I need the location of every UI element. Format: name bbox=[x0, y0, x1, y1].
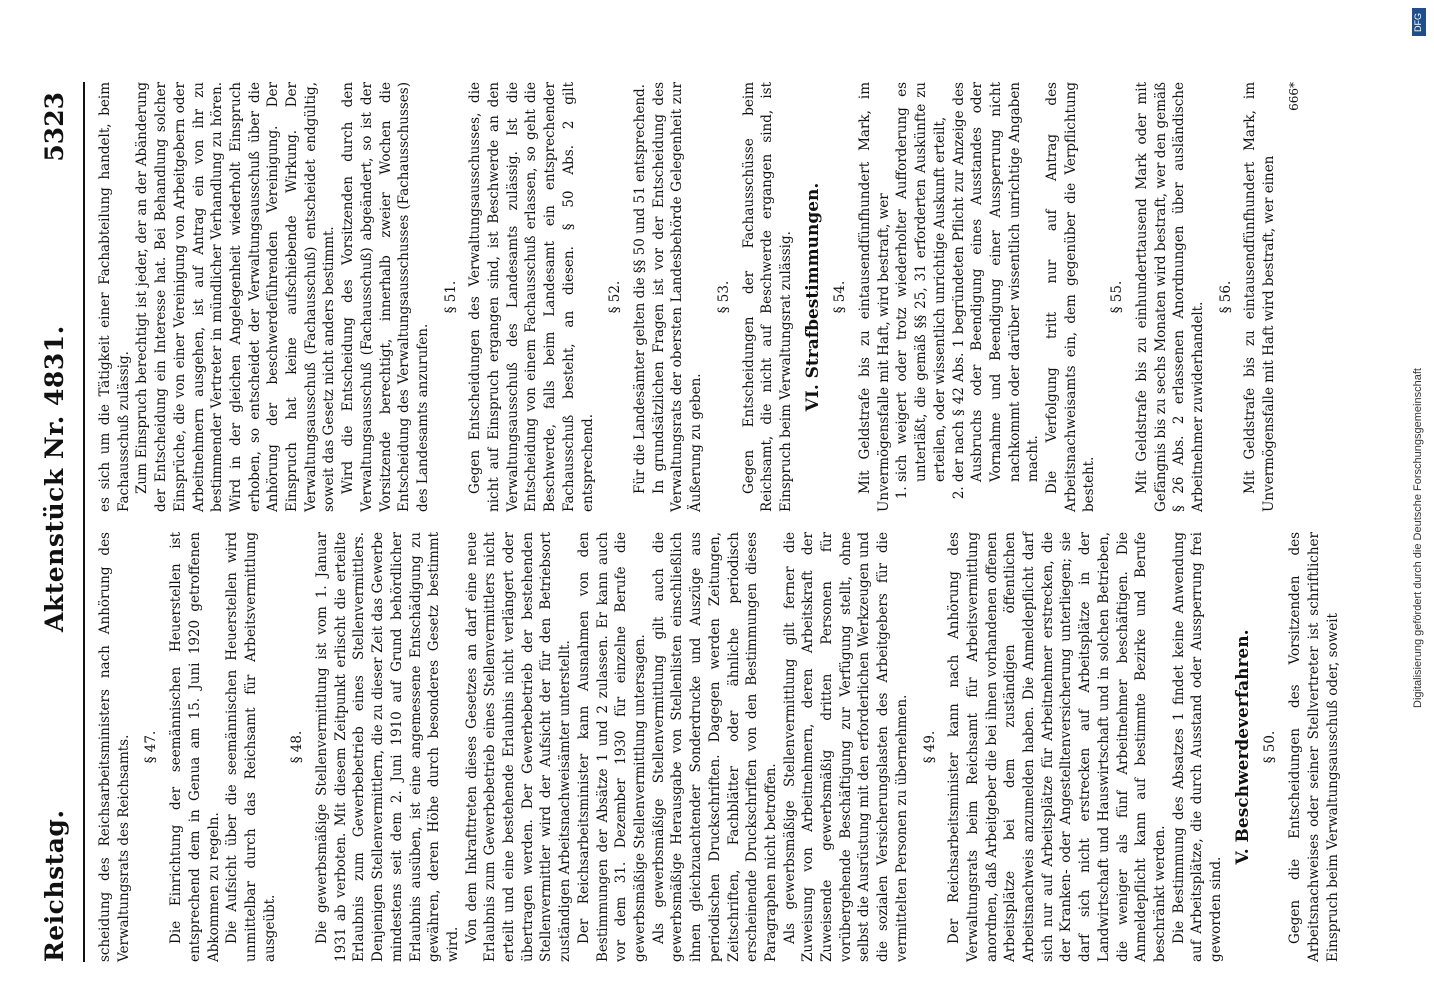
paragraph: Die gewerbsmäßige Stellenvermittlung ist vom 1. Januar 1931 ab verboten. Mit diesem Zeitpunkt erlischt die erteilte Erlaubnis zum Gewerbebetrieb eines Stellenvermittlers. Denjenigen Stellenvermittlern, die zu dieser Zeit das Gewerbe mindestens seit dem 2. Juni 1910 auf Grund behördlicher Erlaubnis ausüben, ist eine angemessene Entschädigung zu gewähren, deren Höhe durch besonderes Gesetz bestimmt wird. bbox=[314, 532, 461, 962]
paragraph: Mit Geldstrafe bis zu eintausendfünfhundert Mark, im Unvermögensfalle mit Haft, wird bestraft, wer bbox=[857, 82, 892, 512]
paragraph: Mit Geldstrafe bis zu eintausendfünfhundert Mark, im Unvermögensfalle mit Haft wird bestraft, wer einen bbox=[1242, 82, 1278, 512]
dfg-logo-text: DFG bbox=[1413, 13, 1423, 32]
digitization-credit bbox=[1412, 8, 1428, 998]
section-number: § 48. bbox=[289, 730, 306, 764]
paragraph: Die Einrichtung der seemännischen Heuerstellen ist entsprechend dem in Genua am 15. Juni 1920 getroffenen Abkommen zu regeln. bbox=[168, 532, 222, 962]
right-column bbox=[96, 82, 1303, 512]
page-number: 5323 bbox=[40, 92, 69, 162]
section-number: § 47. bbox=[143, 730, 160, 764]
header-left: Reichstag. bbox=[40, 809, 69, 962]
paragraph: Als gewerbsmäßige Stellenvermittlung gilt auch die gewerbsmäßige Herausgabe von Stellenlisten einschließlich ihnen gleichzuachtender Sonderdrucke und Auszüge aus periodischen Druckschriften. Dagegen werden Zeitungen, Zeitschriften, Fachblätter oder ähnliche periodisch erscheinende Druckschriften von den Bestimmungen dieses Paragraphen nicht betroffen. bbox=[650, 532, 779, 962]
footer-mark: 666* bbox=[1286, 82, 1301, 111]
paragraph: Die Aufsicht über die seemännischen Heuerstellen wird unmittelbar durch das Reichsamt für Arbeitsvermittlung ausgeübt. bbox=[224, 532, 278, 962]
section-number: § 51. bbox=[442, 280, 459, 314]
paragraph: Die Verfolgung tritt nur auf Antrag des Arbeitsnachweisamts ein, dem gegenüber die Verpflichtung besteht. bbox=[1044, 82, 1098, 512]
header-center: Aktenstück Nr. 4831. bbox=[40, 325, 69, 632]
paragraph: Die Bestimmung des Absatzes 1 findet keine Anwendung auf Arbeitsplätze, die durch Ausstand oder Aussperrung frei geworden sind. bbox=[1170, 532, 1225, 962]
paragraph: Gegen Entscheidungen der Fachausschüsse beim Reichsamt, die nicht auf Beschwerde ergangen sind, ist Einspruch beim Verwaltungsrat zulässig. bbox=[740, 82, 794, 512]
paragraph: es sich um die Tätigkeit einer Fachabteilung handelt, beim Fachausschuß zulässig. bbox=[97, 82, 132, 512]
section-number: § 50. bbox=[1262, 730, 1279, 764]
credit-text: Digitalisierung gefördert durch die Deutsche Forschungsgemeinschaft bbox=[1412, 368, 1424, 708]
header-rule bbox=[83, 82, 85, 962]
list-item: 1. sich weigert oder trotz wiederholter Aufforderung es unterläßt, die gemäß §§ 25, 31 erforderten Auskünfte zu erteilen, oder wissentlich unrichtige Auskunft erteilt, bbox=[893, 82, 949, 482]
section-number: § 49. bbox=[921, 730, 938, 764]
left-column bbox=[96, 532, 1342, 962]
paragraph: scheidung des Reichsarbeitsministers nach Anhörung des Verwaltungsrats des Reichsamts. bbox=[97, 532, 132, 962]
chapter-heading: V. Beschwerdeverfahren. bbox=[1232, 629, 1253, 865]
section-number: § 53. bbox=[715, 280, 732, 314]
paragraph: Gegen Entscheidungen des Verwaltungsausschusses, die nicht auf Einspruch ergangen sind, ist Beschwerde an den Verwaltungsausschuß des Landesamts zulässig. Ist die Entscheidung von einem Fachausschuß erlassen, so geht die Beschwerde, falls beim Landesamt ein entsprechender Fachausschuß besteht, an diesen. § 50 Abs. 2 gilt entsprechend. bbox=[467, 82, 596, 512]
paragraph: Für die Landesämter gelten die §§ 50 und 51 entsprechend. bbox=[631, 84, 648, 494]
paragraph: Wird die Entscheidung des Vorsitzenden durch den Verwaltungsausschuß (Fachausschuß) abgeändert, so ist der Vorsitzende berechtigt, innerhalb zweier Wochen die Entscheidung des Verwaltungsausschusses (Fachausschusses) des Landesamts anzurufen. bbox=[340, 82, 431, 512]
section-number: § 52. bbox=[607, 280, 624, 314]
list-item: 2. der nach § 42 Abs. 1 begründeten Pflicht zur Anzeige des Ausbruchs oder Beendigung eines Ausstandes oder Vornahme und Beendigung einer Aussperrung nicht nachkommt oder darüber wissentlich unrichtige Angaben macht. bbox=[950, 82, 1044, 482]
dfg-logo bbox=[1412, 8, 1426, 36]
numbered-list bbox=[893, 82, 1043, 512]
paragraph: Zum Einspruch berechtigt ist jeder, der an der Abänderung der Entscheidung ein Interesse hat. Bei Behandlung solcher Einsprüche, die von einer Vereinigung von Arbeitgebern oder Arbeitnehmern ausgehen, ist auf Antrag ein von ihr zu bestimmender Vertreter in mündlicher Verhandlung zu hören. Wird in der gleichen Angelegenheit wiederholt Einspruch erhoben, so entscheidet der Verwaltungsausschuß über die Anhörung der beschwerdeführenden Vereinigung. Der Einspruch hat keine aufschiebende Wirkung. Der Verwaltungsausschuß (Fachausschuß) entscheidet endgültig, soweit das Gesetz nicht anders bestimmt. bbox=[134, 82, 338, 512]
section-number: § 56. bbox=[1217, 280, 1234, 314]
paragraph: Der Reichsarbeitsminister kann Ausnahmen von den Bestimmungen der Absätze 1 und 2 zulassen. Er kann auch vor dem 31. Dezember 1930 für einzelne Berufe die gewerbsmäßige Stellenvermittlung untersagen. bbox=[575, 532, 648, 962]
paragraph: Mit Geldstrafe bis zu einhunderttausend Mark oder mit Gefängnis bis zu sechs Monaten wird bestraft, wer den gemäß § 26 Abs. 2 erlassenen Anordnungen über ausländische Arbeitnehmer zuwiderhandelt. bbox=[1133, 82, 1206, 512]
paragraph: In grundsätzlichen Fragen ist vor der Entscheidung des Verwaltungsrats der obersten Landesbehörde Gelegenheit zur Äußerung zu geben. bbox=[650, 82, 705, 512]
paragraph: Als gewerbsmäßige Stellenvermittlung gilt ferner die Zuweisung von Arbeitnehmern, deren Arbeitskraft der Zuweisende gewerbsmäßig dritten Personen für vorübergehende Beschäftigung zur Verfügung stellt, ohne selbst die Ausrüstung mit den erforderlichen Werkzeugen und die sozialen Versicherungslasten des Arbeitgebers für die vermittelten Personen zu übernehmen. bbox=[781, 532, 910, 962]
section-number: § 54. bbox=[832, 280, 849, 314]
page-header bbox=[40, 92, 80, 962]
section-number: § 55. bbox=[1109, 280, 1126, 314]
paragraph: Von dem Inkrafttreten dieses Gesetzes an darf eine neue Erlaubnis zum Gewerbebetrieb eines Stellenvermittlers nicht erteilt und eine bestehende Erlaubnis nicht verlängert oder übertragen werden. Der Gewerbebetrieb der bestehenden Stellenvermittler wird der Aufsicht der für den Betriebsort zuständigen Arbeitsnachweisämter unterstellt. bbox=[463, 532, 574, 962]
paragraph: Gegen die Entscheidungen des Vorsitzenden des Arbeitsnachweises oder seiner Stellvertreter ist schriftlicher Einspruch beim Verwaltungsausschuß oder, soweit bbox=[1287, 532, 1341, 962]
paragraph: Der Reichsarbeitsminister kann nach Anhörung des Verwaltungsrats beim Reichsamt für Arbeitsvermittlung anordnen, daß Arbeitgeber die bei ihnen vorhandenen offenen Arbeitsplätze bei dem zuständigen öffentlichen Arbeitsnachweis anzumelden haben. Die Anmeldepflicht darf sich nur auf Arbeitsplätze für Arbeitnehmer erstrecken, die der Kranken- oder Angestelltenversicherung unterliegen; sie darf sich nicht erstrecken auf Arbeitsplätze in der Landwirtschaft und Hauswirtschaft und in solchen Betrieben, die weniger als fünf Arbeitnehmer beschäftigen. Die Anmeldepflicht kann auf bestimmte Bezirke und Berufe beschränkt werden. bbox=[946, 532, 1168, 962]
chapter-heading: VI. Strafbestimmungen. bbox=[802, 182, 823, 412]
